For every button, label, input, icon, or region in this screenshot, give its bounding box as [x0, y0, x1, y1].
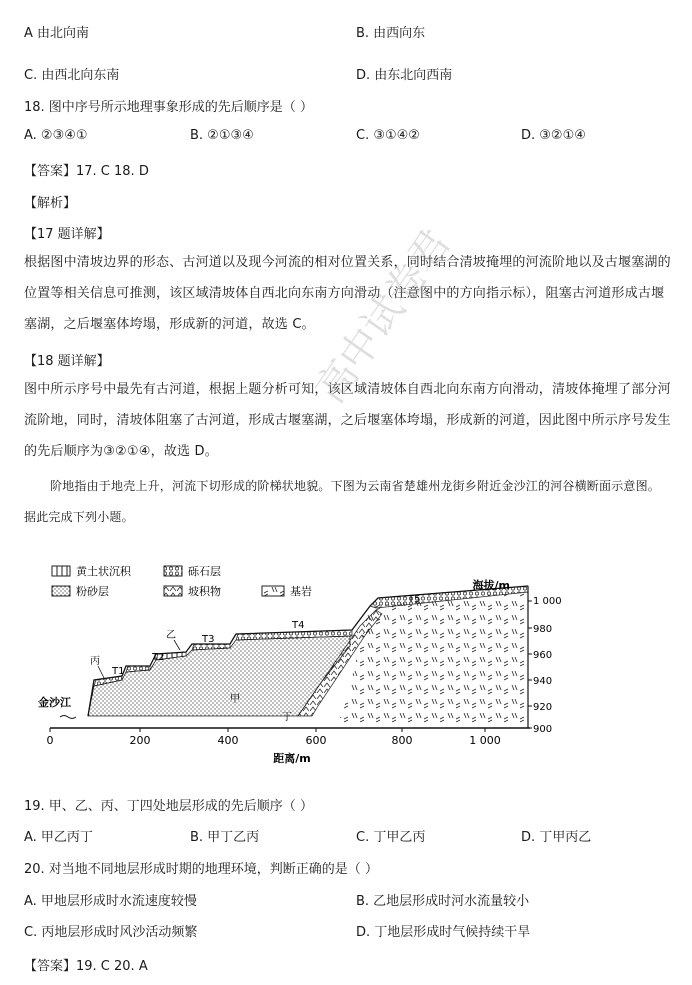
legend	[52, 564, 312, 598]
bedrock-region	[330, 592, 528, 724]
terrace-t2: T2	[152, 652, 165, 663]
legend-silt: 粉砂层	[76, 585, 109, 598]
legend-swatch-slope	[164, 586, 182, 596]
q20-option-b: B. 乙地层形成时河水流量较小	[356, 894, 530, 909]
x-tick-200: 200	[129, 734, 151, 747]
q18-option-c: C. ③①④②	[356, 128, 420, 143]
q17-option-a: A 由北向南	[24, 26, 90, 41]
q20-option-a: A. 甲地层形成时水流速度较慢	[24, 894, 197, 909]
y-axis-label: 海拔/m	[472, 579, 510, 592]
q18-option-a: A. ②③④①	[24, 128, 88, 143]
valley-cross-section-figure	[30, 556, 562, 776]
analysis-label: 【解析】	[24, 196, 77, 211]
q17-option-c: C. 由西北向东南	[24, 68, 120, 83]
q17-option-d: D. 由东北向西南	[356, 68, 453, 83]
q19-option-b: B. 甲丁乙丙	[190, 830, 260, 845]
q19-option-d: D. 丁甲丙乙	[521, 830, 592, 845]
x-tick-400: 400	[217, 734, 239, 747]
q20-option-d: D. 丁地层形成时气候持续干旱	[356, 925, 531, 940]
legend-gravel: 砾石层	[188, 565, 221, 578]
river-label: 金沙江	[38, 696, 71, 709]
detail-18-label: 【18 题详解】	[24, 354, 110, 369]
x-tick-0: 0	[46, 734, 54, 747]
legend-swatch-loess	[52, 566, 70, 576]
q18-option-d: D. ③②①④	[521, 128, 586, 143]
legend-swatch-gravel	[164, 566, 182, 576]
answer-17-18: 【答案】17. C 18. D	[24, 164, 149, 179]
label-bing: 丙	[90, 656, 100, 667]
answer-19-20: 【答案】19. C 20. A	[24, 959, 148, 974]
legend-swatch-silt	[52, 586, 70, 596]
x-tick-1000: 1 000	[469, 734, 501, 747]
y-tick-900: 900	[533, 724, 553, 735]
terrace-t3: T3	[202, 634, 215, 645]
detail-17-label: 【17 题详解】	[24, 227, 110, 242]
legend-bedrock: 基岩	[290, 585, 312, 598]
y-tick-980: 980	[533, 624, 553, 635]
q17-option-b: B. 由西向东	[356, 26, 426, 41]
x-tick-800: 800	[391, 734, 413, 747]
q19-option-a: A. 甲乙丙丁	[24, 830, 93, 845]
q20-option-c: C. 丙地层形成时风沙活动频繁	[24, 925, 198, 940]
legend-loess: 黄土状沉积	[76, 565, 131, 578]
legend-swatch-bedrock	[262, 586, 284, 596]
legend-slope: 坡积物	[188, 585, 221, 598]
q18-option-b: B. ②①③④	[190, 128, 254, 143]
q18-stem: 18. 图中序号所示地理事象形成的先后顺序是（ ）	[24, 100, 313, 115]
q19-stem: 19. 甲、乙、丙、丁四处地层形成的先后顺序（ ）	[24, 799, 313, 814]
x-tick-600: 600	[305, 734, 327, 747]
y-tick-1000: 1 000	[533, 596, 562, 607]
label-yi: 乙	[166, 630, 176, 641]
terrace-t4: T4	[292, 620, 305, 631]
q19-option-c: C. 丁甲乙丙	[356, 830, 426, 845]
y-tick-920: 920	[533, 702, 553, 713]
y-tick-940: 940	[533, 676, 553, 687]
label-ding: 丁	[282, 712, 292, 723]
detail-17-text: 根据图中清坡边界的形态、古河道以及现今河流的相对位置关系，同时结合清坡掩埋的河流阶地以及古堰塞湖的位置等相关信息可推测，该区域清坡体自西北向东南方向滑动（注意图中的方向指示标），阻塞古河道形成古堰塞湖，之后堰塞体垮塌，形成新的河道，故选 C。	[24, 255, 671, 332]
terrace-t5: T5	[408, 594, 421, 605]
watermark: 高中试卷君	[307, 221, 460, 412]
q20-stem: 20. 对当地不同地层形成时期的地理环境，判断正确的是（ ）	[24, 862, 378, 877]
intro-paragraph: 阶地指由于地壳上升，河流下切形成的阶梯状地貌。下图为云南省楚雄州龙街乡附近金沙江的河谷横断面示意图。据此完成下列小题。	[24, 479, 661, 524]
y-tick-960: 960	[533, 650, 553, 661]
label-jia: 甲	[230, 694, 240, 705]
detail-18-text: 图中所示序号中最先有古河道，根据上题分析可知，该区域清坡体自西北向东南方向滑动，清坡体掩埋了部分河流阶地，同时，清坡体阻塞了古河道，形成古堰塞湖，之后堰塞体垮塌，形成新的河道，因此图中所示序号发生的先后顺序为③②①④，故选 D。	[24, 382, 671, 459]
terrace-t1: T1	[112, 666, 125, 677]
river-symbol	[60, 716, 76, 719]
x-axis-label: 距离/m	[273, 752, 311, 765]
